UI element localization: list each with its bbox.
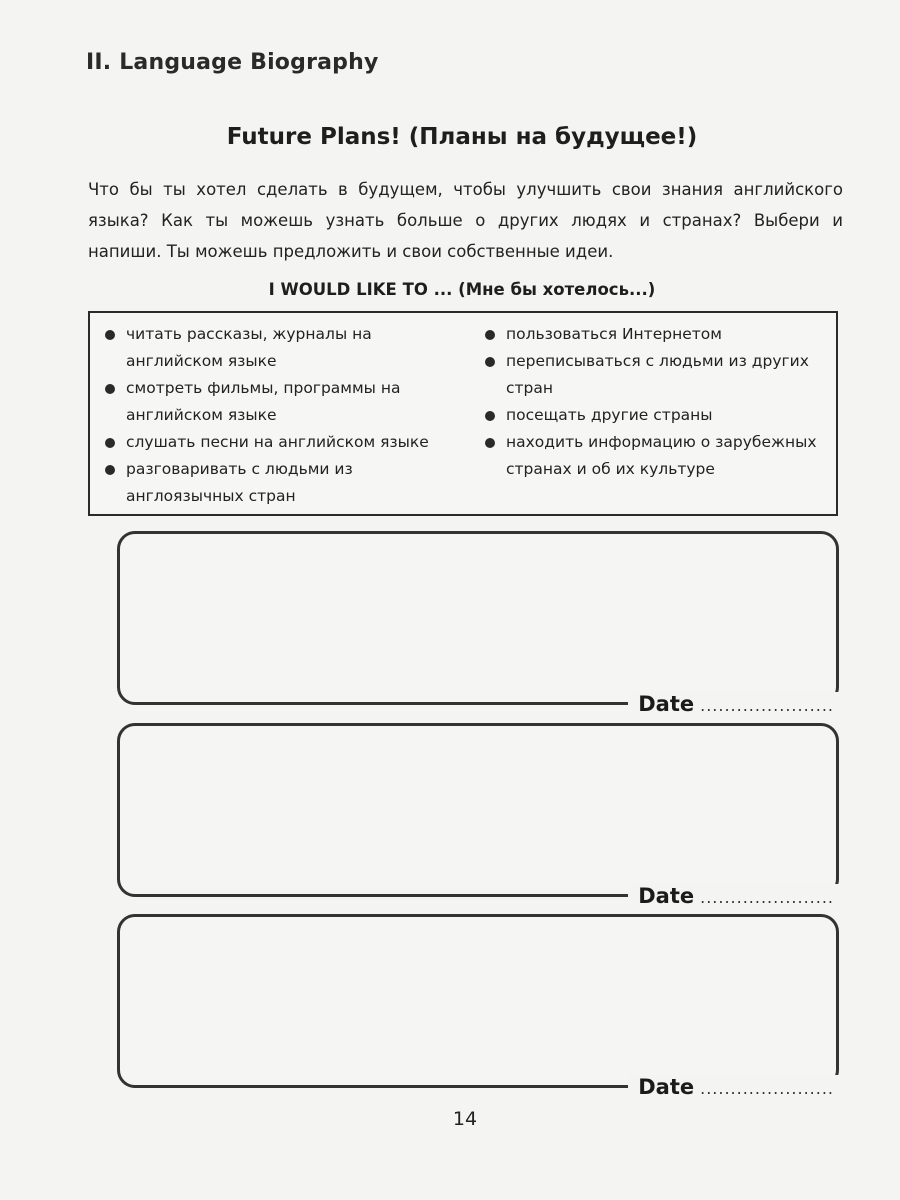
date-field[interactable] xyxy=(628,884,842,908)
date-value[interactable]: ...................... xyxy=(700,888,834,907)
instructions-line: Что бы ты хотел сделать в будущем, чтобы улучшить свои знания английского xyxy=(88,180,843,199)
date-value[interactable]: ...................... xyxy=(700,1079,834,1098)
page-number: 14 xyxy=(452,1108,478,1130)
option-line: английском языке xyxy=(126,406,277,424)
instructions-line: языка? Как ты можешь узнать больше о других людях и странах? Выбери и xyxy=(88,211,843,230)
options-column-left xyxy=(100,321,470,510)
option-line: читать рассказы, журналы на xyxy=(126,325,372,343)
date-label: Date xyxy=(638,1075,695,1099)
bullet-icon xyxy=(105,384,115,394)
instructions-line: напиши. Ты можешь предложить и свои собственные идеи. xyxy=(88,242,614,261)
option-line: англоязычных стран xyxy=(126,487,296,505)
writing-box[interactable] xyxy=(117,914,839,1099)
date-label: Date xyxy=(638,692,695,716)
bullet-icon xyxy=(485,438,495,448)
option-item xyxy=(100,456,470,510)
wish-heading: I WOULD LIKE TO ... (Мне бы хотелось...) xyxy=(268,280,656,299)
page-title: Future Plans! (Планы на будущее!) xyxy=(226,124,698,150)
option-item xyxy=(100,375,470,429)
option-item xyxy=(480,402,840,429)
option-item xyxy=(480,321,840,348)
bullet-icon xyxy=(105,330,115,340)
option-item xyxy=(100,321,470,375)
option-line: стран xyxy=(506,379,554,397)
option-line: смотреть фильмы, программы на xyxy=(126,379,401,397)
bullet-icon xyxy=(485,357,495,367)
option-item xyxy=(100,429,470,456)
option-item xyxy=(480,348,840,402)
option-line: посещать другие страны xyxy=(506,406,713,424)
option-line: слушать песни на английском языке xyxy=(126,433,429,451)
option-line: находить информацию о зарубежных xyxy=(506,433,817,451)
section-title: II. Language Biography xyxy=(86,50,379,75)
bullet-icon xyxy=(485,411,495,421)
option-line: переписываться с людьми из других xyxy=(506,352,809,370)
writing-box[interactable] xyxy=(117,723,839,908)
date-field[interactable] xyxy=(628,692,842,716)
bullet-icon xyxy=(485,330,495,340)
bullet-icon xyxy=(105,465,115,475)
bullet-icon xyxy=(105,438,115,448)
options-box xyxy=(88,311,838,516)
option-line: пользоваться Интернетом xyxy=(506,325,722,343)
writing-box[interactable] xyxy=(117,531,839,716)
date-field[interactable] xyxy=(628,1075,842,1099)
date-label: Date xyxy=(638,884,695,908)
option-line: английском языке xyxy=(126,352,277,370)
option-line: разговаривать с людьми из xyxy=(126,460,353,478)
date-value[interactable]: ...................... xyxy=(700,696,834,715)
instructions-paragraph xyxy=(88,174,843,267)
options-column-right xyxy=(480,321,840,483)
option-item xyxy=(480,429,840,483)
option-line: странах и об их культуре xyxy=(506,460,715,478)
